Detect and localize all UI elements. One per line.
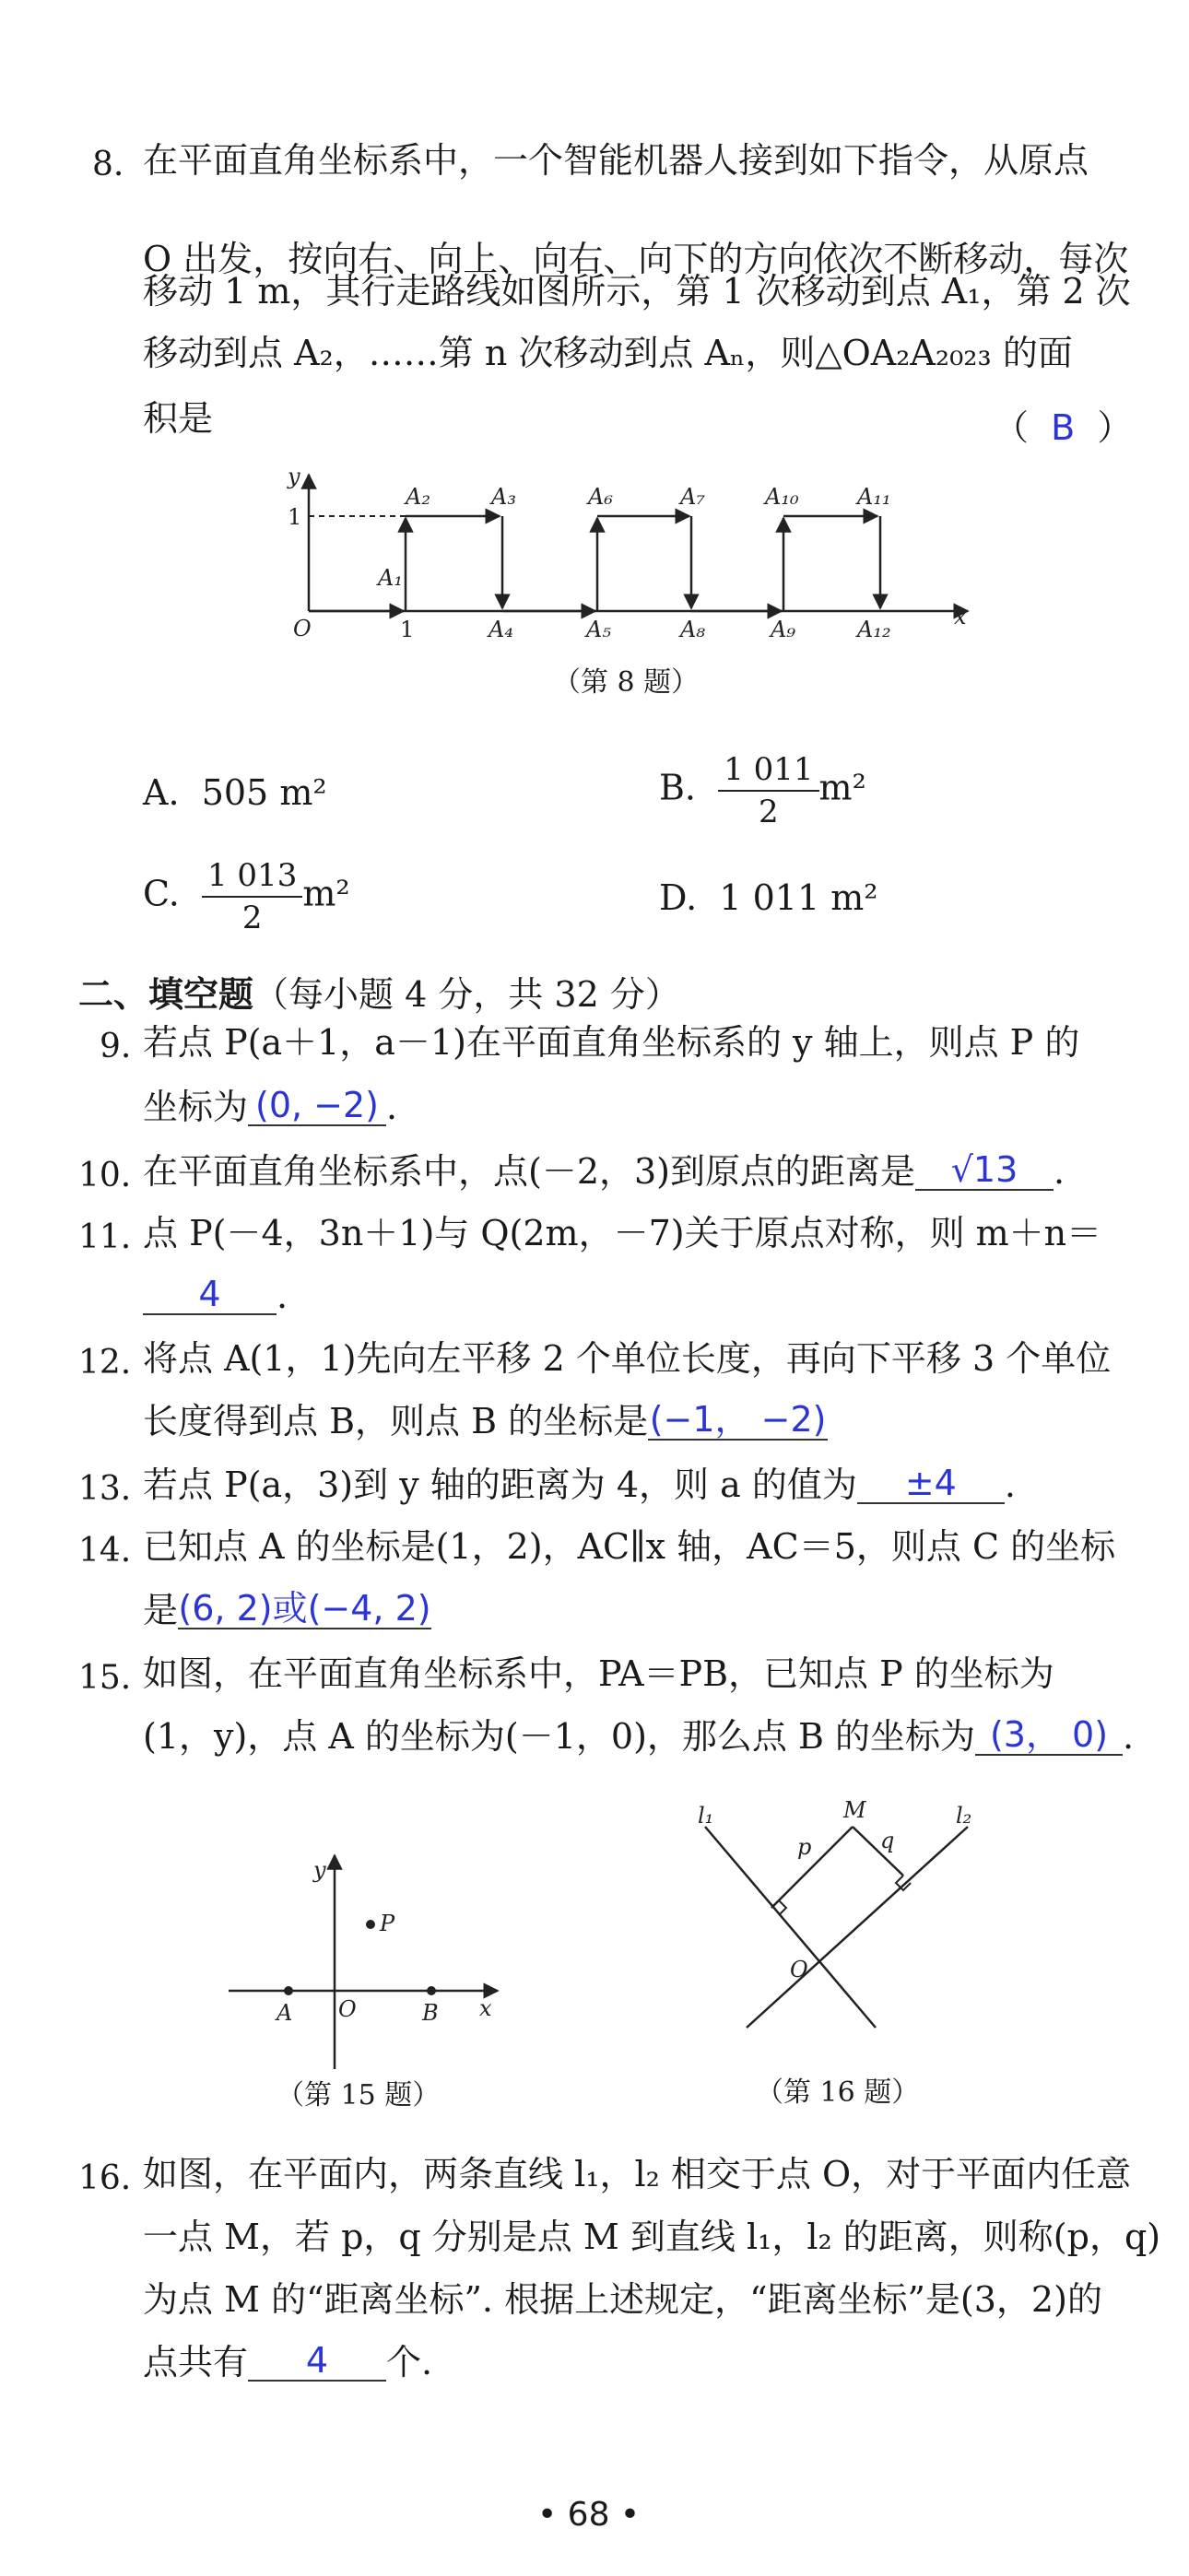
q9-number: 9.	[100, 1028, 132, 1065]
page-number: • 68 •	[537, 2496, 641, 2534]
fig15-y-label: y	[313, 1857, 326, 1883]
fig8-A6: A₆	[588, 484, 613, 510]
fig8-y-label: y	[288, 465, 300, 489]
q11-line-2: 4 .	[143, 1278, 288, 1315]
q8-option-b: B. $\frac{1 011}{2}$ m²	[659, 751, 866, 830]
q13-number: 13.	[78, 1470, 132, 1508]
q8-line-3: 移动 1 m，其行走路线如图所示，第 1 次移动到点 A₁，第 2 次	[143, 271, 1131, 312]
fig15-x-label: x	[479, 1995, 492, 2021]
q10-line: 在平面直角坐标系中，点(－2，3)到原点的距离是 √13 .	[143, 1149, 1065, 1192]
q16-line-3: 为点 M 的“距离坐标”. 根据上述规定，“距离坐标”是(3，2)的	[143, 2279, 1102, 2320]
q8-number: 8.	[92, 146, 124, 183]
q16-line-2: 一点 M，若 p，q 分别是点 M 到直线 l₁，l₂ 的距离，则称(p，q)	[143, 2217, 1161, 2257]
fig15-p-label: P	[380, 1911, 395, 1936]
fig8-x-label: x	[954, 604, 967, 629]
q16-figure-caption: （第 16 题）	[756, 2076, 920, 2109]
q14-number: 14.	[78, 1532, 132, 1570]
q11-line-1: 点 P(－4，3n＋1)与 Q(2m，－7)关于原点对称，则 m＋n＝	[143, 1213, 1102, 1253]
q12-number: 12.	[78, 1344, 132, 1382]
fig8-A8: A₈	[680, 617, 705, 642]
fig8-A10: A₁₀	[765, 484, 799, 510]
q12-line-2: 长度得到点 B，则点 B 的坐标是(−1， −2)	[143, 1399, 827, 1441]
fig15-point-a	[284, 1986, 293, 1995]
q15-figure-caption: （第 15 题）	[277, 2079, 441, 2111]
q14-answer: (6, 2)或(−4, 2)	[178, 1588, 431, 1629]
q9-answer: (0, −2)	[255, 1085, 380, 1125]
fig8-y-tick-1: 1	[288, 504, 302, 530]
fig16-l2-label: l₂	[956, 1803, 972, 1829]
q16-line-1: 如图，在平面内，两条直线 l₁，l₂ 相交于点 O，对于平面内任意	[143, 2154, 1132, 2194]
q8-option-d: D. 1 011 m²	[659, 877, 878, 918]
fig16-m-label: M	[843, 1797, 866, 1823]
fig8-x-tick-1: 1	[400, 617, 415, 642]
fig15-point-b	[427, 1986, 436, 1995]
q9-line-2: 坐标为 (0, −2) .	[143, 1085, 398, 1127]
q13-line: 若点 P(a，3)到 y 轴的距离为 4，则 a 的值为 ±4 .	[143, 1463, 1016, 1505]
q14-line-1: 已知点 A 的坐标是(1，2)，AC∥x 轴，AC＝5，则点 C 的坐标	[143, 1526, 1116, 1567]
q8-option-a: A. 505 m²	[143, 772, 327, 813]
fig16-p-label: p	[797, 1834, 812, 1860]
fig15-b-label: B	[422, 2000, 439, 2026]
q8-answer-paren: （ B ）	[994, 407, 1133, 448]
fig15-point-p	[366, 1920, 375, 1929]
q10-number: 10.	[78, 1157, 132, 1194]
q8-answer: B	[1051, 407, 1076, 448]
fig8-A12: A₁₂	[857, 617, 891, 642]
q8-line-5: 积是	[143, 398, 214, 439]
q16-number: 16.	[78, 2159, 132, 2197]
fig16-l1-label: l₁	[698, 1803, 714, 1829]
q8-figure-caption: （第 8 题）	[553, 666, 700, 699]
q15-line-2: (1，y)，点 A 的坐标为(－1，0)，那么点 B 的坐标为 (3， 0) .	[143, 1714, 1135, 1757]
fig8-A3: A₃	[491, 484, 516, 510]
q15-line-1: 如图，在平面直角坐标系中，PA＝PB，已知点 P 的坐标为	[143, 1653, 1054, 1694]
q12-answer: (−1， −2)	[649, 1399, 827, 1440]
fig8-A1: A₁	[378, 565, 403, 591]
fig16-origin: O	[790, 1957, 808, 1982]
fig8-A5: A₅	[586, 617, 611, 642]
q16-line-4: 点共有 4 个.	[143, 2340, 433, 2382]
q8-line-4: 移动到点 A₂，……第 n 次移动到点 Aₙ，则△OA₂A₂₀₂₃ 的面	[143, 333, 1073, 373]
q8-line-1: 在平面直角坐标系中，一个智能机器人接到如下指令，从原点	[143, 140, 1089, 181]
fig8-A9: A₉	[771, 617, 795, 642]
q15-number: 15.	[78, 1659, 132, 1697]
q8-line-2: O 出发，按向右、向上、向右、向下的方向依次不断移动，每次	[143, 239, 1129, 279]
q11-answer: 4	[198, 1274, 221, 1314]
q16-figure	[687, 1797, 1018, 2055]
fig8-A4: A₄	[489, 617, 513, 642]
fig15-origin: O	[338, 1996, 357, 2022]
fig8-A11: A₁₁	[857, 484, 891, 510]
q11-number: 11.	[78, 1218, 132, 1256]
section-2-title: 二、填空题（每小题 4 分，共 32 分）	[78, 974, 680, 1015]
q8-option-c: C. $\frac{1 013}{2}$ m²	[143, 857, 350, 936]
q8-figure	[0, 465, 1189, 650]
q12-line-1: 将点 A(1，1)先向左平移 2 个单位长度，再向下平移 3 个单位	[143, 1338, 1112, 1379]
q15-answer: (3， 0)	[989, 1714, 1109, 1755]
q9-line-1: 若点 P(a＋1，a－1)在平面直角坐标系的 y 轴上，则点 P 的	[143, 1022, 1080, 1063]
fig15-a-label: A	[277, 2000, 293, 2026]
q10-answer: √13	[950, 1149, 1018, 1190]
q13-answer: ±4	[904, 1463, 957, 1503]
q16-answer: 4	[305, 2340, 329, 2381]
fig8-A7: A₇	[680, 484, 705, 510]
fig8-A2: A₂	[406, 484, 430, 510]
q15-figure	[212, 1848, 507, 2078]
fig16-q-label: q	[880, 1828, 895, 1853]
fig8-origin: O	[293, 616, 312, 641]
q14-line-2: 是(6, 2)或(−4, 2)	[143, 1588, 431, 1630]
